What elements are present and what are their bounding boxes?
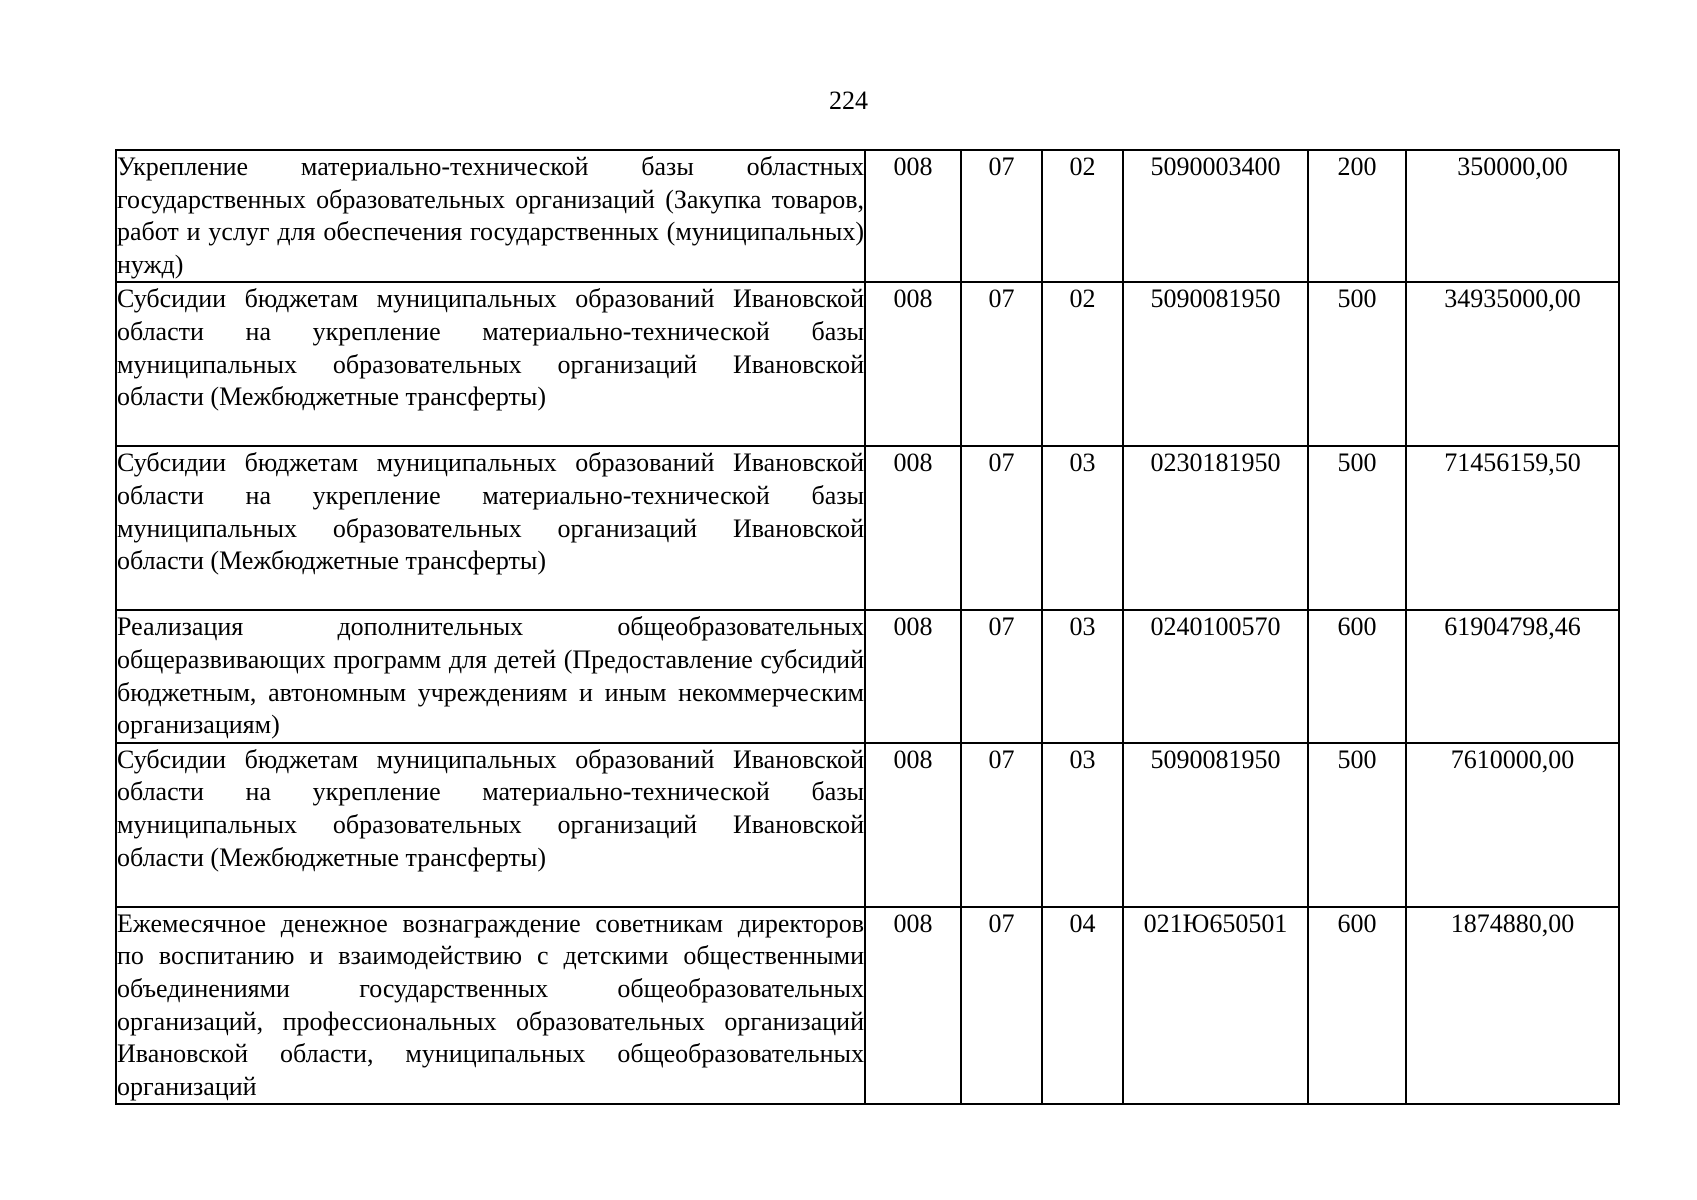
target-article-code: 5090081950 (1123, 282, 1308, 446)
table-row (116, 907, 1619, 1105)
dept-code: 008 (865, 150, 961, 282)
table-row (116, 282, 1619, 446)
amount: 71456159,50 (1406, 446, 1619, 610)
expense-type-code: 500 (1308, 282, 1406, 446)
subsection-code: 02 (1042, 282, 1123, 446)
subsection-code: 03 (1042, 743, 1123, 907)
section-code: 07 (961, 150, 1042, 282)
dept-code: 008 (865, 907, 961, 1105)
table-row (116, 743, 1619, 907)
budget-table (115, 149, 1620, 1105)
row-description: Ежемесячное денежное вознаграждение советникам директоров по воспитанию и взаимодействию с детскими общественными объединениями государственных общеобразовательных организаций, профессиональных образовательных организаций Ивановской области, муниципальных общеобразовательных организаций (116, 907, 865, 1105)
amount: 350000,00 (1406, 150, 1619, 282)
row-description: Реализация дополнительных общеобразовательных общеразвивающих программ для детей (Предоставление субсидий бюджетным, автономным учреждениям и иным некоммерческим организациям) (116, 610, 865, 742)
dept-code: 008 (865, 282, 961, 446)
expense-type-code: 200 (1308, 150, 1406, 282)
section-code: 07 (961, 610, 1042, 742)
row-description: Субсидии бюджетам муниципальных образований Ивановской области на укрепление материально-технической базы муниципальных образовательных организаций Ивановской области (Межбюджетные трансферты) (116, 743, 865, 907)
expense-type-code: 600 (1308, 610, 1406, 742)
section-code: 07 (961, 282, 1042, 446)
expense-type-code: 500 (1308, 446, 1406, 610)
section-code: 07 (961, 446, 1042, 610)
amount: 34935000,00 (1406, 282, 1619, 446)
subsection-code: 03 (1042, 446, 1123, 610)
table-row (116, 446, 1619, 610)
amount: 7610000,00 (1406, 743, 1619, 907)
row-description: Субсидии бюджетам муниципальных образований Ивановской области на укрепление материально-технической базы муниципальных образовательных организаций Ивановской области (Межбюджетные трансферты) (116, 282, 865, 446)
subsection-code: 03 (1042, 610, 1123, 742)
target-article-code: 021Ю650501 (1123, 907, 1308, 1105)
section-code: 07 (961, 743, 1042, 907)
section-code: 07 (961, 907, 1042, 1105)
expense-type-code: 500 (1308, 743, 1406, 907)
target-article-code: 0230181950 (1123, 446, 1308, 610)
subsection-code: 02 (1042, 150, 1123, 282)
dept-code: 008 (865, 610, 961, 742)
row-description: Субсидии бюджетам муниципальных образований Ивановской области на укрепление материально-технической базы муниципальных образовательных организаций Ивановской области (Межбюджетные трансферты) (116, 446, 865, 610)
dept-code: 008 (865, 743, 961, 907)
target-article-code: 5090003400 (1123, 150, 1308, 282)
target-article-code: 0240100570 (1123, 610, 1308, 742)
table-row (116, 610, 1619, 742)
table-row (116, 150, 1619, 282)
target-article-code: 5090081950 (1123, 743, 1308, 907)
amount: 1874880,00 (1406, 907, 1619, 1105)
amount: 61904798,46 (1406, 610, 1619, 742)
subsection-code: 04 (1042, 907, 1123, 1105)
dept-code: 008 (865, 446, 961, 610)
page-number: 224 (829, 86, 868, 115)
row-description: Укрепление материально-технической базы областных государственных образовательных организаций (Закупка товаров, работ и услуг для обеспечения государственных (муниципальных) нужд) (116, 150, 865, 282)
expense-type-code: 600 (1308, 907, 1406, 1105)
